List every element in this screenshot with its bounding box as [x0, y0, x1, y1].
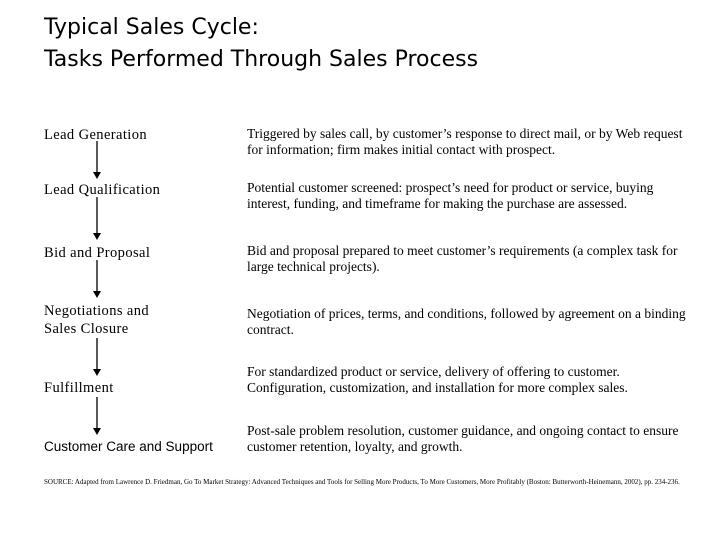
page-title	[44, 12, 478, 76]
description-lead-qualification: Potential customer screened: prospect’s need for product or service, buying interest, funding, and timeframe for making the purchase are assessed.	[247, 180, 654, 211]
stage-customer-care-and-support: Customer Care and Support	[44, 439, 213, 454]
flow-arrow-2	[91, 197, 103, 242]
description-negotiations-and-sales-closure: Negotiation of prices, terms, and conditions, followed by agreement on a binding contract.	[247, 306, 686, 337]
title-line-2: Tasks Performed Through Sales Process	[44, 47, 479, 72]
description-fulfillment: For standardized product or service, delivery of offering to customer. Configuration, customization, and installation for more complex sales.	[247, 364, 628, 395]
description-bid-and-proposal: Bid and proposal prepared to meet customer’s requirements (a complex task for large technical projects).	[247, 243, 678, 274]
description-lead-generation: Triggered by sales call, by customer’s response to direct mail, or by Web request for information; firm makes initial contact with prospect.	[247, 126, 683, 157]
stage-bid-and-proposal: Bid and Proposal	[44, 245, 151, 261]
description-customer-care-and-support: Post-sale problem resolution, customer guidance, and ongoing contact to ensure customer retention, loyalty, and growth.	[247, 423, 679, 454]
flow-arrow-5	[91, 397, 103, 437]
flow-arrow-1	[91, 141, 103, 181]
title-line-1: Typical Sales Cycle:	[44, 15, 259, 40]
flow-arrow-4	[91, 338, 103, 378]
source-citation: SOURCE: Adapted from Lawrence D. Friedman, Go To Market Strategy: Advanced Techniques and Tools for Selling More Products, To More Customers, More Profitably (Boston: Butterworth-Heinemann, 2002), pp. 234-236.	[44, 478, 680, 486]
stage-fulfillment: Fulfillment	[44, 380, 114, 396]
flow-arrow-3	[91, 260, 103, 300]
stage-lead-qualification: Lead Qualification	[44, 182, 161, 198]
stage-lead-generation: Lead Generation	[44, 127, 148, 143]
stage-negotiations-and-sales-closure: Negotiations and Sales Closure	[44, 303, 150, 337]
